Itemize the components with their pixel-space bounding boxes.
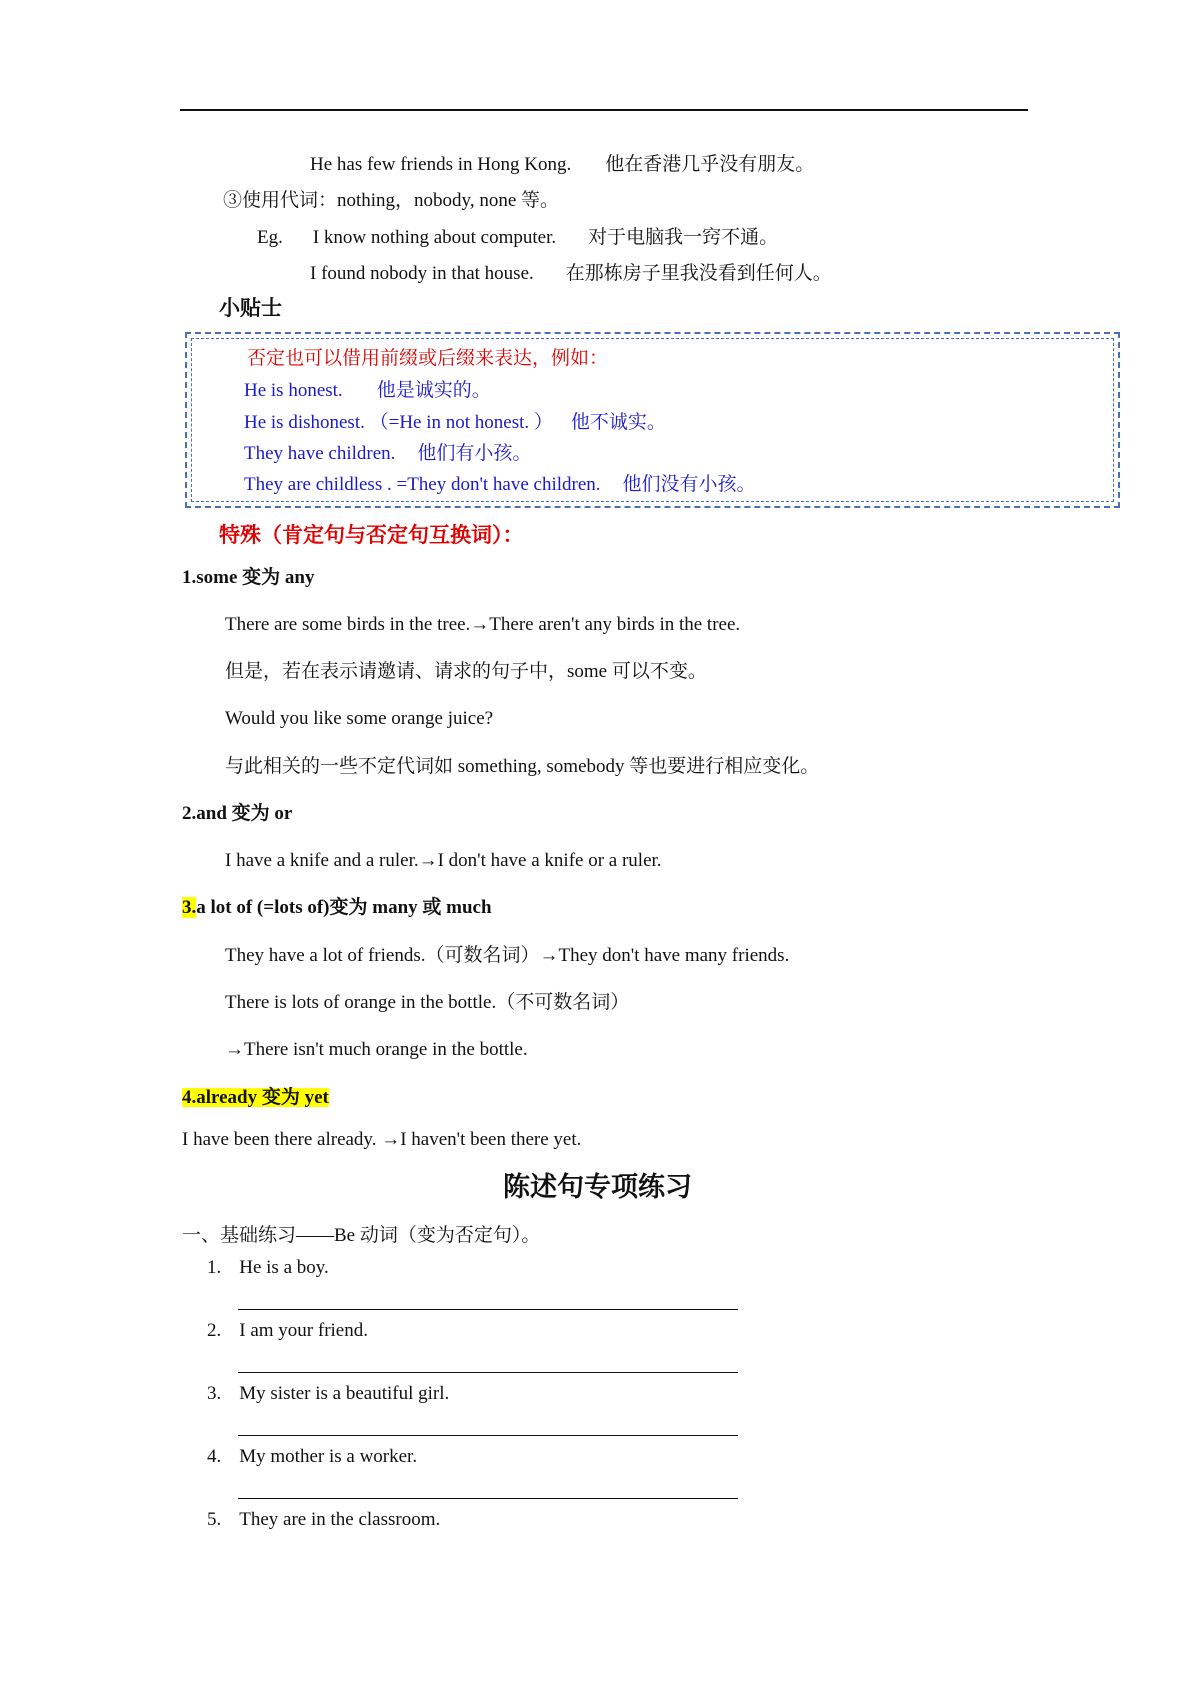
- exercise-item-text: They are in the classroom.: [239, 1509, 441, 1530]
- exercise-title: 陈述句专项练习: [503, 1172, 692, 1203]
- exercise-item-number: 3.: [207, 1383, 222, 1404]
- answer-line[interactable]: [238, 1372, 738, 1373]
- tip-line: [244, 444, 531, 463]
- exercise-item-number: 4.: [207, 1446, 222, 1467]
- rule2-line: I have a knife and a ruler.→I don't have a knife or a ruler.: [225, 850, 662, 871]
- exercise-item: [207, 1321, 368, 1340]
- example-few-en: He has few friends in Hong Kong.: [310, 154, 572, 175]
- exercise-item-number: 5.: [207, 1509, 222, 1530]
- exercise-item-text: I am your friend.: [239, 1320, 368, 1341]
- pronoun-rule: ③使用代词：nothing，nobody, none 等。: [223, 190, 560, 211]
- rule3-line: They have a lot of friends.（可数名词）→They don't have many friends.: [225, 945, 790, 966]
- header-rule: [180, 109, 1028, 111]
- example-nothing-zh: 对于电脑我一窍不通。: [588, 227, 779, 248]
- rule4-heading: 4.already 变为 yet: [182, 1087, 329, 1108]
- tip-title: 小贴士: [219, 296, 282, 320]
- tip-line: [244, 413, 666, 432]
- example-nothing: [257, 228, 778, 247]
- exercise-item: [207, 1447, 417, 1466]
- rule3-heading-text: a lot of (=lots of)变为 many 或 much: [196, 897, 492, 918]
- rule1-line: Would you like some orange juice?: [225, 708, 494, 729]
- tip-line-en: They are childless . =They don't have children.: [244, 474, 601, 495]
- exercise-item-number: 1.: [207, 1257, 222, 1278]
- tip-line-en: He is honest.: [244, 380, 343, 401]
- example-nothing-en: I know nothing about computer.: [312, 227, 557, 248]
- tip-line-zh: 他们没有小孩。: [622, 474, 756, 495]
- special-title: 特殊（肯定句与否定句互换词）：: [219, 523, 524, 547]
- tip-intro: 否定也可以借用前缀或后缀来表达，例如：: [247, 348, 609, 369]
- example-few-zh: 他在香港几乎没有朋友。: [605, 154, 815, 175]
- example-nobody: [310, 264, 832, 283]
- answer-line[interactable]: [238, 1309, 738, 1310]
- example-nobody-en: I found nobody in that house.: [310, 263, 534, 284]
- exercise-item: [207, 1510, 440, 1529]
- tip-line-zh: 他是诚实的。: [376, 380, 491, 401]
- rule1-line: 但是，若在表示请邀请、请求的句子中，some 可以不变。: [225, 661, 707, 682]
- example-few: [310, 155, 814, 174]
- rule1-line: There are some birds in the tree.→There aren't any birds in the tree.: [225, 614, 741, 635]
- eg-label: Eg.: [257, 227, 283, 248]
- rule4-line: I have been there already. →I haven't been there yet.: [182, 1129, 582, 1150]
- tip-line-en: He is dishonest. （=He in not honest. ）: [244, 412, 553, 433]
- exercise-item-text: My sister is a beautiful girl.: [239, 1383, 450, 1404]
- rule3-number: 3.: [182, 897, 197, 918]
- tip-line-zh: 他不诚实。: [570, 412, 666, 433]
- tip-line: [244, 475, 756, 494]
- rule2-heading: 2.and 变为 or: [182, 803, 293, 824]
- exercise-part-heading: 一、基础练习——Be 动词（变为否定句）。: [182, 1225, 541, 1246]
- exercise-item: [207, 1258, 329, 1277]
- answer-line[interactable]: [238, 1435, 738, 1436]
- rule1-heading: 1.some 变为 any: [182, 567, 315, 588]
- rule3-line: There is lots of orange in the bottle.（不可数名词）: [225, 992, 630, 1013]
- example-nobody-zh: 在那栋房子里我没看到任何人。: [565, 263, 832, 284]
- tip-line-zh: 他们有小孩。: [417, 443, 532, 464]
- tip-line-en: They have children.: [244, 443, 396, 464]
- answer-line[interactable]: [238, 1498, 738, 1499]
- rule1-line: 与此相关的一些不定代词如 something, somebody 等也要进行相应变化。: [225, 756, 820, 777]
- exercise-item-text: My mother is a worker.: [239, 1446, 418, 1467]
- rule3-line: →There isn't much orange in the bottle.: [225, 1039, 528, 1060]
- exercise-item: [207, 1384, 449, 1403]
- rule3-heading: [182, 898, 492, 917]
- tip-line: [244, 381, 491, 400]
- exercise-item-number: 2.: [207, 1320, 222, 1341]
- exercise-item-text: He is a boy.: [239, 1257, 329, 1278]
